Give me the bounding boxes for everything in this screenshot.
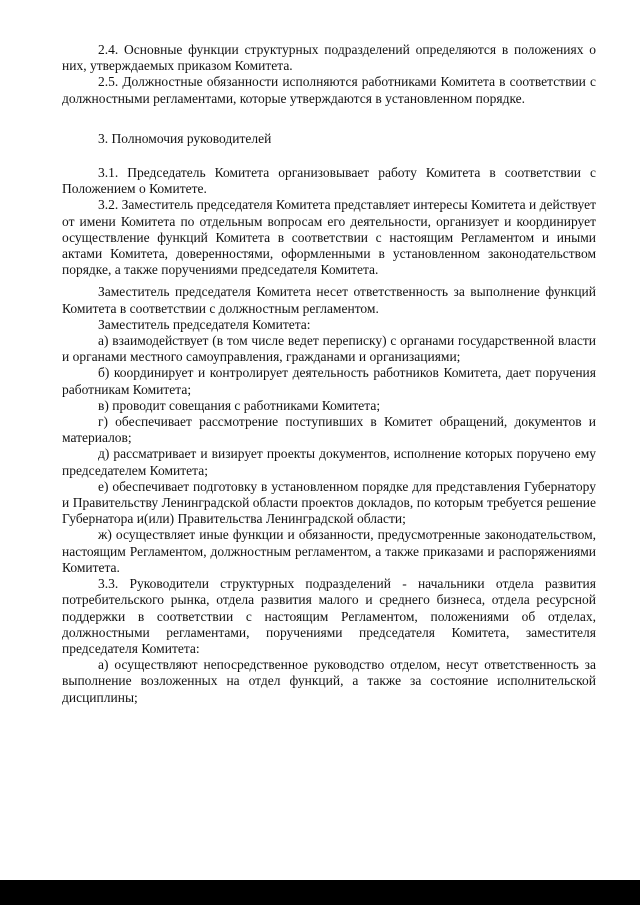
paragraph-deputy-intro: Заместитель председателя Комитета:	[98, 316, 311, 332]
list-item-a: а) взаимодействует (в том числе ведет переписку) с органами государственной власти и органами местного самоуправления, гражданами и организациями;	[62, 333, 596, 365]
list-item-b: б) координирует и контролирует деятельность работников Комитета, дает поручения работникам Комитета;	[62, 365, 596, 397]
section-3-heading: 3. Полномочия руководителей	[98, 130, 272, 146]
list-item-g: г) обеспечивает рассмотрение поступивших в Комитет обращений, документов и материалов;	[62, 414, 596, 446]
list-item-zh: ж) осуществляет иные функции и обязанности, предусмотренные законодательством, настоящим Регламентом, должностным регламентом, а также приказами и распоряжениями Комитета.	[62, 527, 596, 575]
paragraph-3-1: 3.1. Председатель Комитета организовывает работу Комитета в соответствии с Положением о Комитете.	[62, 165, 596, 197]
paragraph-2-4: 2.4. Основные функции структурных подразделений определяются в положениях о них, утверждаемых приказом Комитета.	[62, 42, 596, 74]
list-item-3-3-a: а) осуществляют непосредственное руководство отделом, несут ответственность за выполнение возложенных на отдел функций, а также за состояние исполнительской дисциплины;	[62, 657, 596, 705]
document-body	[62, 42, 596, 706]
list-item-d: д) рассматривает и визирует проекты документов, исполнение которых поручено ему председателем Комитета;	[62, 446, 596, 478]
paragraph-2-5: 2.5. Должностные обязанности исполняются работниками Комитета в соответствии с должностными регламентами, которые утверждаются в установленном порядке.	[62, 74, 596, 106]
list-item-e: е) обеспечивает подготовку в установленном порядке для представления Губернатору и Правительству Ленинградской области проектов докладов, по которым требуется решение Губернатора и(или) Правительства Ленинградской области;	[62, 478, 596, 527]
paragraph-3-3: 3.3. Руководители структурных подразделений - начальники отдела развития потребительского рынка, отдела развития малого и среднего бизнеса, отдела ресурсной поддержки в соответствии с настоящим Регламентом, положениями об отделах, должностными регламентами, поручениями председателя Комитета, заместителя председателя Комитета:	[62, 576, 596, 656]
paragraph-3-2: 3.2. Заместитель председателя Комитета представляет интересы Комитета и действует от имени Комитета по отдельным вопросам его деятельности, организует и координирует осуществление функций Комитета в соответствии с настоящим Регламентом и иными актами Комитета, доверенностями, оформленными в установленном законодательством порядке, а также поручениями председателя Комитета.	[62, 197, 596, 278]
paragraph-deputy-responsibility: Заместитель председателя Комитета несет ответственность за выполнение функций Комитета в соответствии с должностным регламентом.	[62, 284, 596, 316]
list-item-v: в) проводит совещания с работниками Комитета;	[98, 397, 381, 413]
scan-bottom-border	[0, 880, 640, 905]
